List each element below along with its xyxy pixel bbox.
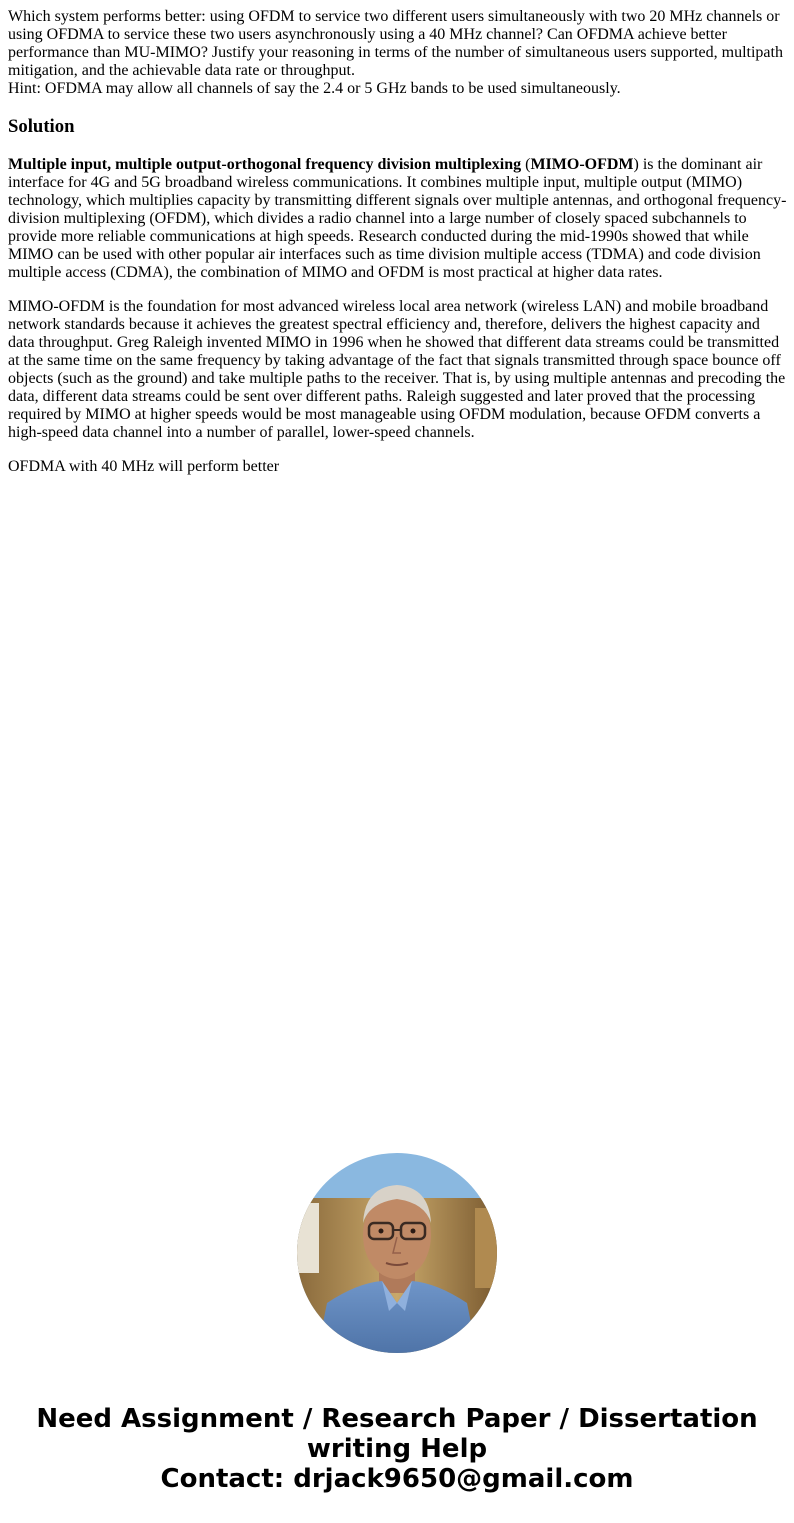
bold-abbrev: MIMO-OFDM xyxy=(530,156,634,173)
question-block xyxy=(8,8,788,98)
answer-block xyxy=(8,156,788,476)
bold-term: Multiple input, multiple output-orthogonal frequency division multiplexing xyxy=(8,156,522,173)
question-hint: Hint: OFDMA may allow all channels of say the 2.4 or 5 GHz bands to be used simultaneously. xyxy=(8,80,621,97)
answer-paragraph-1 xyxy=(8,156,788,282)
solution-heading: Solution xyxy=(8,116,75,137)
author-avatar xyxy=(297,1153,497,1353)
avatar-photo xyxy=(297,1153,497,1353)
answer-conclusion: OFDMA with 40 MHz will perform better xyxy=(8,458,280,475)
promo-line-1: Need Assignment / Research Paper / Dissertation xyxy=(36,1404,758,1434)
promo-banner xyxy=(0,1404,794,1494)
paragraph-1-rest: ) is the dominant air interface for 4G and 5G broadband wireless communications. It combines multiple input, multiple output (MIMO) technology, which multiplies capacity by transmitting different signals over multiple antennas, and orthogonal frequency-division multiplexing (OFDM), which divides a radio channel into a large number of closely spaced subchannels to provide more reliable communications at high speeds. Research conducted during the mid-1990s showed that while MIMO can be used with other popular air interfaces such as time division multiple access (TDMA) and code division multiple access (CDMA), the combination of MIMO and OFDM is most practical at higher data rates. xyxy=(8,156,787,281)
open-paren: ( xyxy=(521,156,531,173)
promo-line-2: writing Help xyxy=(306,1434,488,1464)
answer-paragraph-2: MIMO-OFDM is the foundation for most advanced wireless local area network (wireless LAN) and mobile broadband network standards because it achieves the greatest spectral efficiency and, therefore, delivers the highest capacity and data throughput. Greg Raleigh invented MIMO in 1996 when he showed that different data streams could be transmitted at the same time on the same frequency by taking advantage of the fact that signals transmitted through space bounce off objects (such as the ground) and take multiple paths to the receiver. That is, by using multiple antennas and precoding the data, different data streams could be sent over different paths. Raleigh suggested and later proved that the processing required by MIMO at higher speeds would be most manageable using OFDM modulation, because OFDM converts a high-speed data channel into a number of parallel, lower-speed channels. xyxy=(8,298,786,441)
document-content xyxy=(8,8,788,476)
question-text: Which system performs better: using OFDM to service two different users simultaneously with two 20 MHz channels or using OFDMA to service these two users asynchronously using a 40 MHz channel? Can OFDMA achieve better performance than MU-MIMO? Justify your reasoning in terms of the number of simultaneous users supported, multipath mitigation, and the achievable data rate or throughput. xyxy=(8,8,783,79)
promo-contact: Contact: drjack9650@gmail.com xyxy=(160,1464,634,1494)
